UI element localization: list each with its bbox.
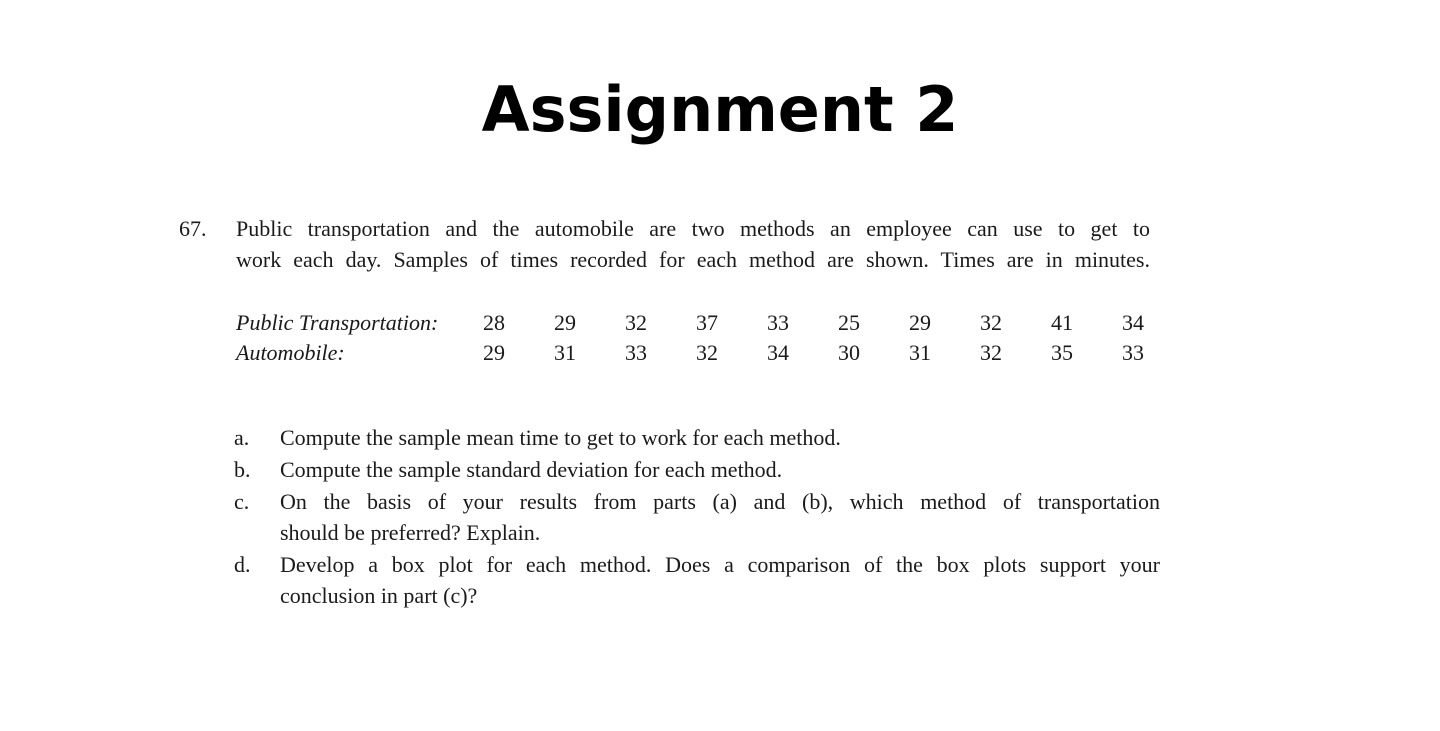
row-label: Automobile: <box>236 340 345 365</box>
part-text <box>280 549 1160 611</box>
part-text-line: conclusion in part (c)? <box>280 583 478 608</box>
table-row-public-transportation <box>236 308 1152 338</box>
problem-statement <box>236 213 1150 275</box>
time-value: 33 <box>1122 340 1144 365</box>
problem-number: 67. <box>179 216 207 241</box>
time-value: 35 <box>1051 340 1073 365</box>
part-text <box>280 422 1160 453</box>
part-letter: d. <box>234 552 251 577</box>
part-text-line: should be preferred? Explain. <box>280 520 541 545</box>
time-value: 34 <box>1122 310 1144 335</box>
part-text-line: Develop a box plot for each method. Does a comparison of the box plots support your <box>280 552 1160 577</box>
row-label: Public Transportation: <box>236 310 439 335</box>
part-letter: a. <box>234 425 250 450</box>
sample-times-table <box>236 308 1152 368</box>
part-letter: c. <box>234 489 250 514</box>
question-parts-list <box>234 422 1160 612</box>
problem-statement-line: work each day. Samples of times recorded for each method are shown. Times are in minutes. <box>236 247 1150 272</box>
part-text <box>280 454 1160 485</box>
part-text <box>280 486 1160 548</box>
time-value: 29 <box>909 310 931 335</box>
part-text-line: On the basis of your results from parts (a) and (b), which method of transportation <box>280 489 1160 514</box>
time-value: 32 <box>980 340 1002 365</box>
question-part-d <box>234 549 1160 611</box>
time-value: 28 <box>483 310 505 335</box>
page-title: Assignment 2 <box>481 73 959 146</box>
part-letter: b. <box>234 457 251 482</box>
time-value: 29 <box>483 340 505 365</box>
table-row-automobile <box>236 338 1152 368</box>
time-value: 37 <box>696 310 718 335</box>
time-value: 31 <box>909 340 931 365</box>
problem-statement-line: Public transportation and the automobile are two methods an employee can use to get to <box>236 216 1150 241</box>
time-value: 32 <box>696 340 718 365</box>
question-part-c <box>234 486 1160 548</box>
time-value: 29 <box>554 310 576 335</box>
question-part-a <box>234 422 1160 453</box>
time-value: 30 <box>838 340 860 365</box>
time-value: 32 <box>625 310 647 335</box>
time-value: 33 <box>625 340 647 365</box>
time-value: 34 <box>767 340 789 365</box>
time-value: 33 <box>767 310 789 335</box>
time-value: 41 <box>1051 310 1073 335</box>
time-value: 32 <box>980 310 1002 335</box>
part-text-line: Compute the sample mean time to get to work for each method. <box>280 425 841 450</box>
time-value: 31 <box>554 340 576 365</box>
part-text-line: Compute the sample standard deviation for each method. <box>280 457 783 482</box>
question-part-b <box>234 454 1160 485</box>
time-value: 25 <box>838 310 860 335</box>
